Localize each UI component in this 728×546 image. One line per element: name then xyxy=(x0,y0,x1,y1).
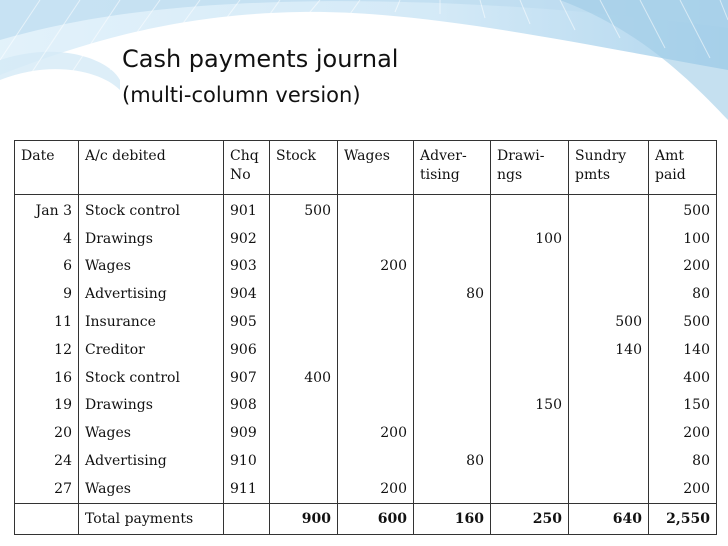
table-header xyxy=(15,141,717,195)
row-account-debited: Drawings xyxy=(79,392,224,420)
row-advertising: 80 xyxy=(414,280,491,308)
row-wages xyxy=(338,392,414,420)
row-date: 27 xyxy=(15,475,79,503)
row-date: 6 xyxy=(15,253,79,281)
row-sundry-payments xyxy=(569,280,649,308)
row-cheque-number: 905 xyxy=(224,308,270,336)
row-advertising xyxy=(414,364,491,392)
row-wages: 200 xyxy=(338,419,414,447)
totals-date-cell xyxy=(15,503,79,534)
row-drawings xyxy=(491,419,569,447)
row-advertising xyxy=(414,195,491,225)
row-drawings xyxy=(491,336,569,364)
row-drawings: 150 xyxy=(491,392,569,420)
row-stock xyxy=(270,447,338,475)
row-cheque-number: 904 xyxy=(224,280,270,308)
row-amount-paid: 500 xyxy=(649,195,717,225)
row-sundry-payments xyxy=(569,392,649,420)
row-amount-paid: 400 xyxy=(649,364,717,392)
row-sundry-payments xyxy=(569,364,649,392)
header-stock: Stock xyxy=(270,141,338,195)
row-advertising xyxy=(414,225,491,253)
table-row xyxy=(15,447,717,475)
total-stock: 900 xyxy=(270,503,338,534)
table-row xyxy=(15,392,717,420)
row-advertising xyxy=(414,392,491,420)
row-amount-paid: 140 xyxy=(649,336,717,364)
row-account-debited: Insurance xyxy=(79,308,224,336)
header-amount-paid: Amt paid xyxy=(649,141,717,195)
table-row xyxy=(15,419,717,447)
header-sundry-payments: Sundry pmts xyxy=(569,141,649,195)
row-cheque-number: 908 xyxy=(224,392,270,420)
row-sundry-payments xyxy=(569,419,649,447)
table-row xyxy=(15,253,717,281)
row-sundry-payments: 140 xyxy=(569,336,649,364)
header-drawings: Drawi-ngs xyxy=(491,141,569,195)
row-stock xyxy=(270,419,338,447)
row-drawings xyxy=(491,475,569,503)
row-amount-paid: 200 xyxy=(649,253,717,281)
page-title: Cash payments journal xyxy=(122,45,399,73)
row-advertising xyxy=(414,308,491,336)
row-stock xyxy=(270,475,338,503)
row-amount-paid: 200 xyxy=(649,475,717,503)
row-cheque-number: 901 xyxy=(224,195,270,225)
row-amount-paid: 80 xyxy=(649,280,717,308)
row-cheque-number: 902 xyxy=(224,225,270,253)
table-row xyxy=(15,336,717,364)
row-sundry-payments xyxy=(569,475,649,503)
row-account-debited: Wages xyxy=(79,253,224,281)
row-wages xyxy=(338,225,414,253)
row-date: 9 xyxy=(15,280,79,308)
row-account-debited: Drawings xyxy=(79,225,224,253)
row-drawings xyxy=(491,447,569,475)
row-advertising xyxy=(414,475,491,503)
row-cheque-number: 909 xyxy=(224,419,270,447)
row-wages xyxy=(338,280,414,308)
row-drawings xyxy=(491,364,569,392)
row-advertising: 80 xyxy=(414,447,491,475)
total-drawings: 250 xyxy=(491,503,569,534)
header-date: Date xyxy=(15,141,79,195)
row-sundry-payments xyxy=(569,225,649,253)
row-date: 20 xyxy=(15,419,79,447)
row-account-debited: Advertising xyxy=(79,280,224,308)
row-stock xyxy=(270,308,338,336)
total-amount-paid: 2,550 xyxy=(649,503,717,534)
total-sundry: 640 xyxy=(569,503,649,534)
row-cheque-number: 903 xyxy=(224,253,270,281)
row-amount-paid: 200 xyxy=(649,419,717,447)
total-wages: 600 xyxy=(338,503,414,534)
table-row xyxy=(15,475,717,503)
cash-payments-journal-table xyxy=(14,140,717,535)
row-date: 12 xyxy=(15,336,79,364)
total-advertising: 160 xyxy=(414,503,491,534)
row-account-debited: Advertising xyxy=(79,447,224,475)
row-date: 16 xyxy=(15,364,79,392)
row-advertising xyxy=(414,336,491,364)
row-wages xyxy=(338,195,414,225)
row-wages xyxy=(338,364,414,392)
row-drawings: 100 xyxy=(491,225,569,253)
header-row xyxy=(15,141,717,195)
totals-row xyxy=(15,503,717,534)
row-sundry-payments xyxy=(569,447,649,475)
table-body xyxy=(15,195,717,504)
row-cheque-number: 910 xyxy=(224,447,270,475)
row-cheque-number: 906 xyxy=(224,336,270,364)
row-wages: 200 xyxy=(338,253,414,281)
row-sundry-payments: 500 xyxy=(569,308,649,336)
page-subtitle: (multi-column version) xyxy=(122,83,361,107)
header-wages: Wages xyxy=(338,141,414,195)
table-row xyxy=(15,308,717,336)
row-date: 24 xyxy=(15,447,79,475)
row-account-debited: Wages xyxy=(79,475,224,503)
row-cheque-number: 907 xyxy=(224,364,270,392)
table-row xyxy=(15,280,717,308)
row-advertising xyxy=(414,419,491,447)
row-account-debited: Wages xyxy=(79,419,224,447)
header-account-debited: A/c debited xyxy=(79,141,224,195)
row-drawings xyxy=(491,195,569,225)
header-cheque-number: Chq No xyxy=(224,141,270,195)
row-date: Jan 3 xyxy=(15,195,79,225)
row-date: 11 xyxy=(15,308,79,336)
row-sundry-payments xyxy=(569,195,649,225)
row-amount-paid: 500 xyxy=(649,308,717,336)
row-stock: 500 xyxy=(270,195,338,225)
row-amount-paid: 80 xyxy=(649,447,717,475)
row-wages xyxy=(338,447,414,475)
row-drawings xyxy=(491,280,569,308)
row-date: 19 xyxy=(15,392,79,420)
table-row xyxy=(15,195,717,225)
row-account-debited: Stock control xyxy=(79,364,224,392)
row-wages xyxy=(338,336,414,364)
totals-cheque-cell xyxy=(224,503,270,534)
row-amount-paid: 150 xyxy=(649,392,717,420)
row-stock xyxy=(270,336,338,364)
row-stock xyxy=(270,392,338,420)
table-footer xyxy=(15,503,717,534)
table-row xyxy=(15,364,717,392)
row-date: 4 xyxy=(15,225,79,253)
row-stock: 400 xyxy=(270,364,338,392)
row-stock xyxy=(270,225,338,253)
table-row xyxy=(15,225,717,253)
row-sundry-payments xyxy=(569,253,649,281)
title-block xyxy=(122,42,398,110)
row-account-debited: Creditor xyxy=(79,336,224,364)
row-wages: 200 xyxy=(338,475,414,503)
row-account-debited: Stock control xyxy=(79,195,224,225)
row-drawings xyxy=(491,308,569,336)
header-advertising: Adver-tising xyxy=(414,141,491,195)
row-amount-paid: 100 xyxy=(649,225,717,253)
row-advertising xyxy=(414,253,491,281)
totals-label: Total payments xyxy=(79,503,224,534)
row-stock xyxy=(270,280,338,308)
row-cheque-number: 911 xyxy=(224,475,270,503)
row-wages xyxy=(338,308,414,336)
row-drawings xyxy=(491,253,569,281)
row-stock xyxy=(270,253,338,281)
